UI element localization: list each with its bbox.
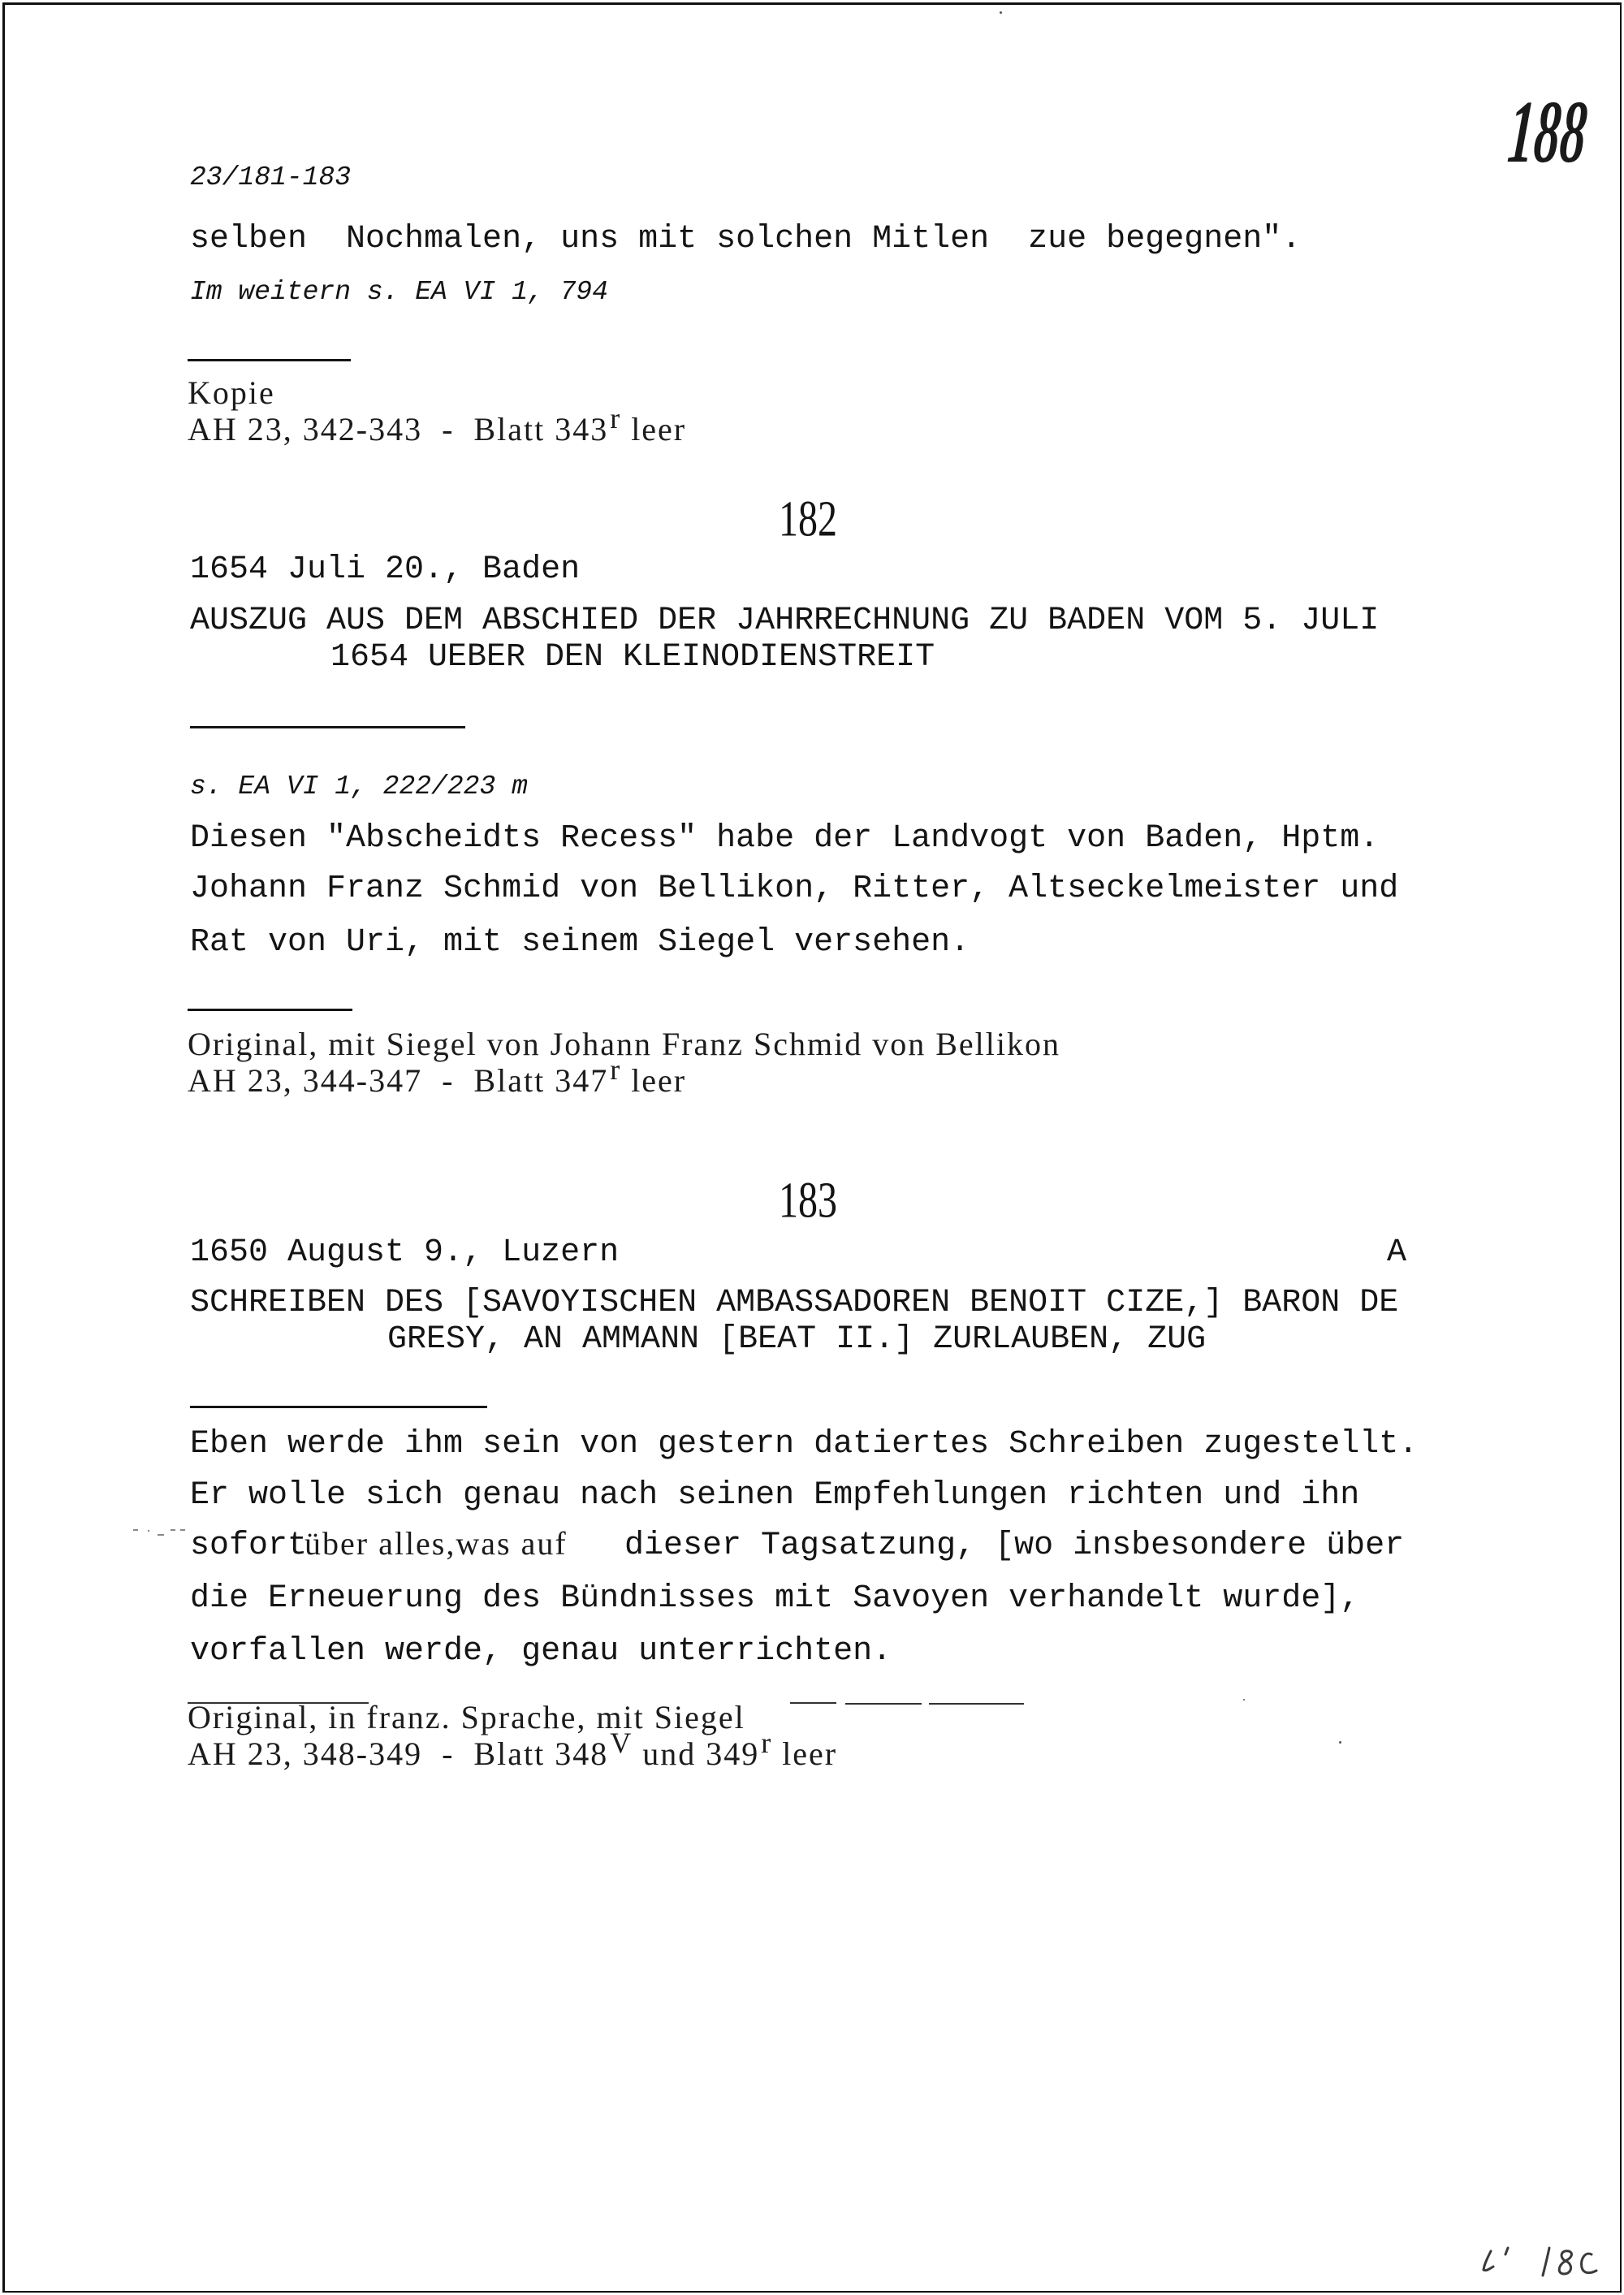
entry-title-line: GRESY, AN AMMANN [BEAT II.] ZURLAUBEN, ZUG	[387, 1321, 1207, 1358]
scan-speck	[1339, 1741, 1341, 1744]
entry-title-line: SCHREIBEN DES [SAVOYISCHEN AMBASSADOREN BENOIT CIZE,] BARON DE	[190, 1285, 1399, 1321]
scan-speck	[1243, 1699, 1245, 1701]
summary-line: die Erneuerung des Bündnisses mit Savoyen verhandelt wurde],	[190, 1580, 1360, 1617]
source-type: Kopie	[188, 374, 275, 411]
source-type: Original, mit Siegel von Johann Franz Schmid von Bellikon	[188, 1026, 1061, 1062]
page-border	[2, 2, 1622, 2293]
handwritten-folio-number: 188	[1505, 82, 1591, 181]
source-location-main: AH 23, 342-343 - Blatt 343	[188, 411, 609, 447]
entry-number: 182	[779, 491, 837, 547]
entry-title-line: 1654 UEBER DEN KLEINODIENSTREIT	[330, 639, 935, 676]
summary-line: Er wolle sich genau nach seinen Empfehlungen richten und ihn	[190, 1477, 1360, 1514]
entry-date-place: 1654 Juli 20., Baden	[190, 551, 581, 588]
separator-rule	[188, 359, 351, 361]
summary-line: Eben werde ihm sein von gestern datiertes Schreiben zugestellt.	[190, 1426, 1419, 1463]
separator-rule	[845, 1703, 922, 1705]
source-location	[188, 1726, 838, 1772]
entry-reference: s. EA VI 1, 222/223 m	[190, 771, 528, 802]
summary-line: vorfallen werde, genau unterrichten.	[190, 1633, 892, 1670]
source-location-mid: und 349	[642, 1735, 760, 1772]
folio-side-superscript: r	[761, 1726, 773, 1759]
handwritten-page-mark	[1462, 2232, 1616, 2289]
source-location-note: leer	[631, 411, 687, 447]
folio-side-superscript: r	[610, 401, 622, 434]
summary-line-part: dieser Tagsatzung, [wo insbesondere über	[624, 1528, 1405, 1564]
source-location-main: AH 23, 344-347 - Blatt 347	[188, 1062, 609, 1099]
summary-line-part: sofort	[190, 1528, 308, 1564]
further-reference: Im weitern s. EA VI 1, 794	[190, 277, 608, 307]
source-location	[188, 1052, 687, 1099]
scan-speck	[1000, 11, 1002, 14]
summary-line: Diesen "Abscheidts Recess" habe der Landvogt von Baden, Hptm.	[190, 820, 1380, 857]
separator-rule	[929, 1703, 1024, 1705]
folio-side-superscript: V	[610, 1726, 633, 1759]
summary-line-correction: über alles,was auf	[304, 1525, 568, 1562]
source-location-main: AH 23, 348-349 - Blatt 348	[188, 1735, 609, 1772]
summary-line: Johann Franz Schmid von Bellikon, Ritter, Altseckelmeister und	[190, 871, 1399, 907]
entry-date-place: 1650 August 9., Luzern	[190, 1234, 620, 1271]
entry-title-line: AUSZUG AUS DEM ABSCHIED DER JAHRRECHNUNG ZU BADEN VOM 5. JULI	[190, 603, 1380, 639]
folio-side-superscript: r	[610, 1052, 622, 1086]
source-location-note: leer	[782, 1735, 838, 1772]
source-type: Original, in franz. Sprache, mit Siegel	[188, 1699, 745, 1735]
entry-number: 183	[779, 1172, 837, 1229]
summary-line: Rat von Uri, mit seinem Siegel versehen.	[190, 924, 970, 961]
scan-marks	[130, 1525, 188, 1538]
source-location-note: leer	[631, 1062, 687, 1099]
separator-rule	[190, 726, 465, 728]
entry-marker: A	[1387, 1234, 1407, 1271]
separator-rule	[190, 1406, 487, 1408]
continuation-text: selben Nochmalen, uns mit solchen Mitlen zue begegnen".	[190, 221, 1302, 257]
separator-rule	[790, 1702, 836, 1704]
source-location	[188, 401, 687, 447]
header-reference: 23/181-183	[190, 162, 352, 192]
separator-rule	[188, 1009, 352, 1011]
